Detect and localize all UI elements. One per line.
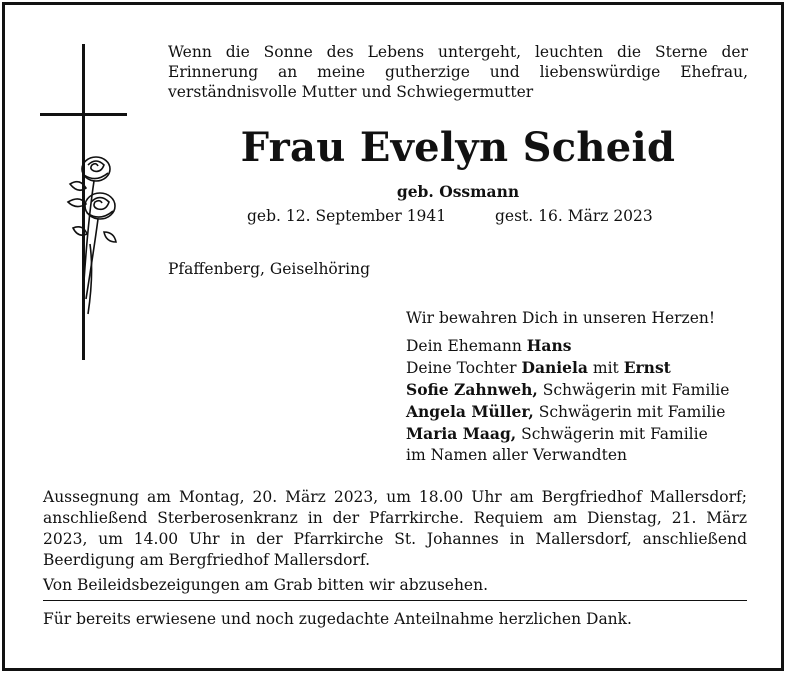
cross-with-roses: [40, 44, 130, 360]
divider: [43, 600, 747, 601]
survivor-line: Maria Maag, Schwägerin mit Familie: [406, 424, 708, 443]
service-info: [43, 487, 747, 596]
cross-icon: [40, 44, 130, 360]
motto: Wir bewahren Dich in unseren Herzen!: [406, 309, 716, 327]
survivors-block: [406, 308, 751, 466]
survivor-line: Sofie Zahnweh, Schwägerin mit Familie: [406, 380, 730, 399]
survivor-line: Dein Ehemann Hans: [406, 336, 572, 355]
survivor-line: Angela Müller, Schwägerin mit Familie: [406, 402, 726, 421]
maiden-name: geb. Ossmann: [396, 182, 520, 201]
condolence-note: Von Beileidsbezeigungen am Grab bitten wir abzusehen.: [43, 576, 489, 594]
intro-text: Wenn die Sonne des Lebens untergeht, leuchten die Sterne der Erinnerung an meine gutherzige und liebenswürdige Ehefrau, verständnisvolle Mutter und Schwiegermutter: [168, 43, 748, 101]
birth-date: geb. 12. September 1941: [247, 207, 447, 225]
thanks-text: Für bereits erwiesene und noch zugedachte Anteilnahme herzlichen Dank.: [43, 610, 632, 628]
survivor-line: Deine Tochter Daniela mit Ernst: [406, 358, 671, 377]
service-details: Aussegnung am Montag, 20. März 2023, um 18.00 Uhr am Bergfriedhof Mallersdorf; anschließend Sterberosenkranz in der Pfarrkirche. Requiem am Dienstag, 21. März 2023, um 14.00 Uhr in der Pfarrkirche St. Johannes in Mallersdorf, anschließend Beerdigung am Bergfriedhof Mallersdorf.: [43, 488, 747, 569]
roses-icon: [68, 157, 116, 314]
place: Pfaffenberg, Geiselhöring: [168, 260, 371, 278]
deceased-name: Frau Evelyn Scheid: [240, 124, 676, 171]
death-date: gest. 16. März 2023: [495, 207, 653, 225]
survivor-line: im Namen aller Verwandten: [406, 446, 627, 464]
